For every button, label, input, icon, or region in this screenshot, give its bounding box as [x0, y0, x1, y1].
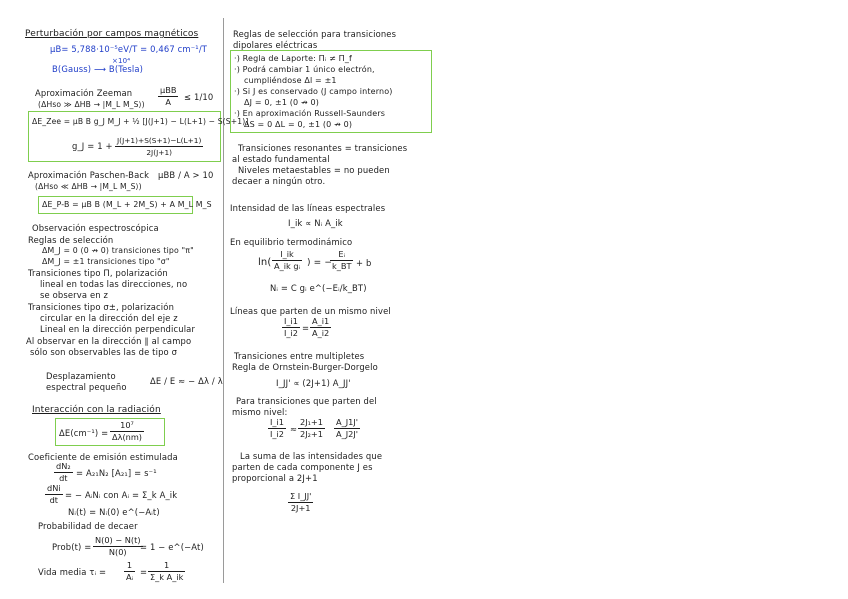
obd-formula: I_JJ' ∝ (2J+1) A_JJ'	[276, 378, 351, 388]
paschen-back-condition: (ΔHso ≪ ΔHB → |M_L M_S⟩)	[35, 182, 142, 191]
sigma-line-1: Transiciones tipo σ±, polarización	[28, 302, 175, 312]
pi-line-3: se observa en z	[40, 290, 109, 300]
zeeman-condition: (ΔHso ≫ ΔHB → |M_L M_S⟩)	[38, 100, 145, 109]
radiation-fraction: 10⁷ Δλ(nm)	[112, 420, 142, 442]
observe-line-1: Al observar en la dirección ∥ al campo	[26, 336, 192, 346]
column-divider	[223, 18, 224, 583]
dipole-rules-line-1: Reglas de selección para transiciones	[233, 29, 397, 39]
selection-rules-title: Reglas de selección	[28, 235, 114, 245]
decay-rhs: = − AᵢNᵢ con Aᵢ = Σ_k A_ik	[65, 490, 178, 500]
delta-s-l-rule: ΔS = 0 ΔL = 0, ±1 (0 ↛ 0)	[244, 120, 353, 129]
gauss-factor: ×10⁴	[112, 57, 131, 65]
delta-l-rule: cumpliéndose Δl = ±1	[244, 76, 337, 85]
pi-line-2: lineal en todas las direcciones, no	[40, 279, 188, 289]
einstein-rhs: = A₂₁N₂ [A₂₁] = s⁻¹	[76, 468, 157, 478]
sum-line-1: La suma de las intensidades que	[240, 451, 383, 461]
sum-line-2: parten de cada componente J es	[232, 462, 373, 472]
einstein-title: Coeficiente de emisión estimulada	[28, 452, 178, 462]
same-level-rate: A_i1 A_i2	[312, 316, 330, 338]
ln-close: ) = −	[307, 258, 333, 268]
same-level-equals: =	[302, 323, 310, 333]
dipole-rules-line-2: dipolares eléctricas	[233, 40, 318, 50]
russell-saunders-rule: ·) En aproximación Russell-Saunders	[234, 109, 386, 118]
from-intensity: I_i1 I_i2	[270, 417, 284, 439]
paschen-back-energy: ΔE_P-B = μB B (M_L + 2M_S) + A M_L M_S	[42, 200, 212, 209]
sum-fraction: Σ I_JJ' 2J+1	[290, 491, 312, 513]
probability-rhs: = 1 − e^(−At)	[140, 542, 204, 552]
decay-solution: Nᵢ(t) = Nᵢ(0) e^(−Aᵢt)	[68, 507, 160, 517]
multiplet-line-1: Transiciones entre multipletes	[234, 351, 365, 361]
from-approx: ≈	[290, 424, 298, 434]
sigma-line-2: circular en la dirección del eje z	[40, 313, 178, 323]
section-title-magnetic: Perturbación por campos magnéticos	[25, 29, 199, 39]
probability-title: Probabilidad de decaer	[38, 521, 138, 531]
rule-sigma: ΔM_J = ±1 transiciones tipo "σ"	[42, 257, 170, 266]
lifetime-equals: =	[140, 567, 148, 577]
ln-rhs: + b	[356, 258, 372, 268]
laporte-rule: ·) Regla de Laporte: Πᵢ ≠ Π_f	[234, 54, 352, 63]
rule-pi: ΔM_J = 0 (0 ↛ 0) transiciones tipo "π"	[42, 246, 194, 255]
bohr-magneton: μB= 5,788·10⁻⁵eV/T = 0,467 cm⁻¹/T	[50, 44, 208, 54]
metastable-line-1: Niveles metaestables = no pueden	[238, 165, 390, 175]
from-degeneracy: 2J₁+1 2J₂+1	[300, 417, 323, 439]
same-level-intensity: I_i1 I_i2	[284, 316, 298, 338]
one-electron-rule: ·) Podrá cambiar 1 único electrón,	[234, 65, 375, 74]
lifetime-lhs: Vida media τᵢ =	[38, 567, 107, 577]
equilibrium-title: En equilibrio termodinámico	[230, 237, 353, 247]
radiation-title: Interacción con la radiación	[32, 405, 161, 415]
probability-lhs: Prob(t) =	[52, 542, 92, 552]
multiplet-line-2: Regla de Ornstein-Burger-Dorgelo	[232, 362, 378, 372]
lifetime-fraction-2: 1 Σ_k A_ik	[150, 560, 184, 582]
from-level-line-1: Para transiciones que parten del	[236, 396, 377, 406]
zeeman-ratio-rhs: ≤ 1/10	[184, 92, 214, 102]
radiation-lhs: ΔE(cm⁻¹) =	[59, 428, 109, 438]
gauss-tesla: B(Gauss) ⟶ B(Tesla)	[52, 64, 144, 74]
lande-fraction: J(J+1)+S(S+1)−L(L+1) 2J(J+1)	[117, 136, 202, 157]
lifetime-fraction-1: 1 Aᵢ	[126, 560, 134, 582]
paschen-back-label: Aproximación Paschen-Back	[28, 170, 150, 180]
ln-fraction: I_ik A_ik gᵢ	[274, 249, 300, 271]
ln-energy-fraction: Eᵢ k_BT	[332, 249, 352, 271]
j-conserved-rule: ·) Si J es conservado (J campo interno)	[234, 87, 393, 96]
from-level-line-2: mismo nivel:	[232, 407, 288, 417]
probability-fraction: N(0) − N(t) N(0)	[95, 535, 141, 557]
shift-line-2: espectral pequeño	[46, 382, 127, 392]
einstein-derivative: dN₂ dt	[56, 461, 71, 483]
lande-lhs: g_J = 1 +	[72, 141, 113, 151]
sum-line-3: proporcional a 2J+1	[232, 473, 318, 483]
zeeman-energy: ΔE_Zee = μB B g_J M_J + ½ [J(J+1) − L(L+1) − S(S+1)]	[32, 117, 249, 126]
boltzmann-formula: Nᵢ = C gᵢ e^(−Eᵢ/k_BT)	[270, 283, 367, 293]
paschen-back-ratio: μBB / A > 10	[158, 170, 214, 180]
observation-title: Observación espectroscópica	[32, 223, 159, 233]
zeeman-ratio: μBB A	[160, 85, 177, 107]
shift-line-1: Desplazamiento	[46, 371, 116, 381]
zeeman-label: Aproximación Zeeman	[35, 88, 133, 98]
ln-open: ln(	[258, 257, 272, 268]
observe-line-2: sólo son observables las de tipo σ	[30, 347, 178, 357]
resonant-line-1: Transiciones resonantes = transiciones	[238, 143, 408, 153]
from-rate: A_J1J' A_J2J'	[336, 417, 358, 439]
same-level-title: Líneas que parten de un mismo nivel	[230, 306, 391, 316]
intensity-title: Intensidad de las líneas espectrales	[230, 203, 386, 213]
decay-derivative: dNi dt	[47, 483, 61, 505]
shift-formula: ΔE / E ≈ − Δλ / λ	[150, 376, 223, 386]
delta-j-rule: ΔJ = 0, ±1 (0 ↛ 0)	[244, 98, 320, 107]
intensity-formula: I_ik ∝ Nᵢ A_ik	[288, 218, 343, 228]
resonant-line-2: al estado fundamental	[232, 154, 330, 164]
pi-line-1: Transiciones tipo Π, polarización	[28, 268, 168, 278]
metastable-line-2: decaer a ningún otro.	[232, 176, 326, 186]
sigma-line-3: Lineal en la dirección perpendicular	[40, 324, 196, 334]
